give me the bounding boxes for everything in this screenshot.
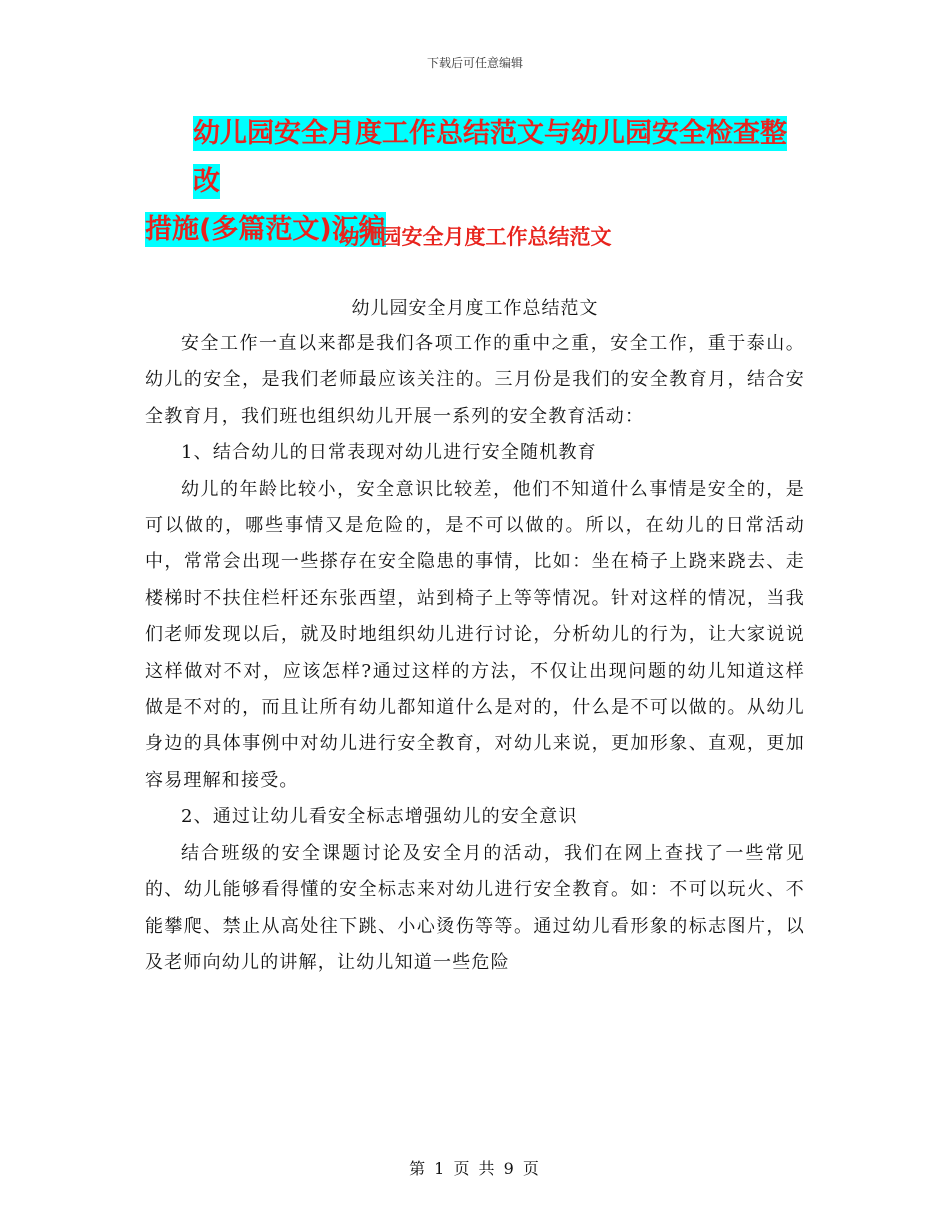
page-number-footer: 第 1 页 共 9 页: [409, 1159, 541, 1178]
header-note: 下载后可任意编辑: [426, 56, 523, 70]
paragraph-intro: 安全工作一直以来都是我们各项工作的重中之重，安全工作，重于泰山。幼儿的安全，是我们老师最应该关注的。三月份是我们的安全教育月，结合安全教育月，我们班也组织幼儿开展一系列的安全教育活动：: [145, 333, 805, 427]
title-line-1: [145, 110, 810, 206]
title-line-1-text: 幼儿园安全月度工作总结范文与幼儿园安全检查整改: [193, 118, 787, 197]
title-line-2-text: 措施(多篇范文)汇编: [145, 214, 386, 245]
section-title: 幼儿园安全月度工作总结范文: [338, 225, 612, 249]
body-text: [145, 326, 805, 981]
paragraph-item-2: 结合班级的安全课题讨论及安全月的活动，我们在网上查找了一些常见的、幼儿能够看得懂的安全标志来对幼儿进行安全教育。如：不可以玩火、不能攀爬、禁止从高处往下跳、小心烫伤等等。通过幼儿看形象的标志图片，以及老师向幼儿的讲解，让幼儿知道一些危险: [145, 842, 805, 973]
paragraph-item-1: 幼儿的年龄比较小，安全意识比较差，他们不知道什么事情是安全的，是可以做的，哪些事情又是危险的，是不可以做的。所以，在幼儿的日常活动中，常常会出现一些搽存在安全隐患的事情，比如：坐在椅子上跷来跷去、走楼梯时不扶住栏杆还东张西望，站到椅子上等等情况。针对这样的情况，当我们老师发现以后，就及时地组织幼儿进行讨论，分析幼儿的行为，让大家说说这样做对不对，应该怎样?通过这样的方法，不仅让出现问题的幼儿知道这样做是不对的，而且让所有幼儿都知道什么是对的，什么是不可以做的。从幼儿身边的具体事例中对幼儿进行安全教育，对幼儿来说，更加形象、直观，更加容易理解和接受。: [145, 478, 805, 791]
heading-item-1: 1、结合幼儿的日常表现对幼儿进行安全随机教育: [181, 442, 597, 464]
heading-item-2: 2、通过让幼儿看安全标志增强幼儿的安全意识: [181, 806, 578, 828]
subtitle: 幼儿园安全月度工作总结范文: [351, 298, 599, 319]
